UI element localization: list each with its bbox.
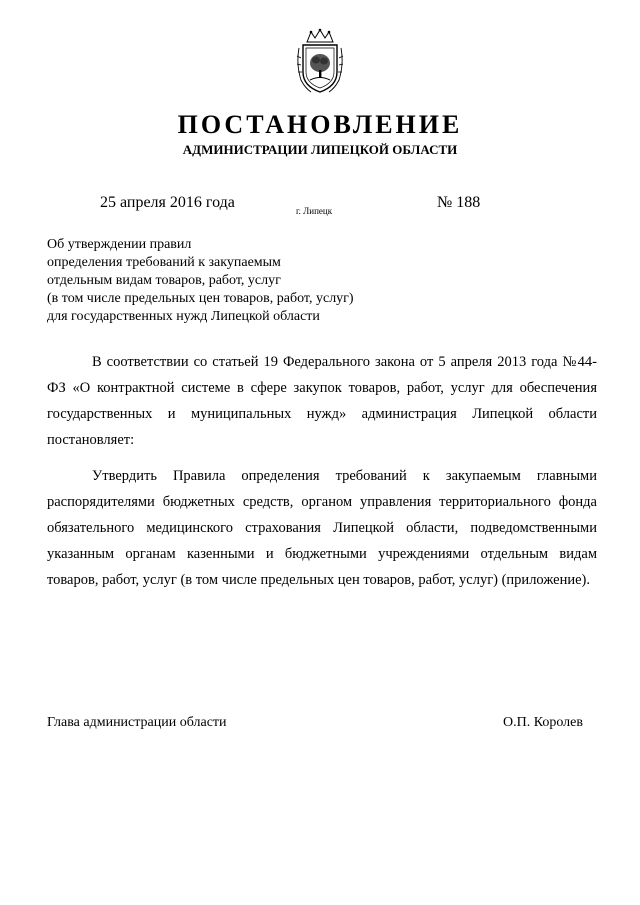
subject-line: определения требований к закупаемым — [47, 255, 281, 270]
subject-line: для государственных нужд Липецкой области — [47, 309, 320, 324]
subject-line: отдельным видам товаров, работ, услуг — [47, 273, 281, 288]
subject-line: (в том числе предельных цен товаров, работ, услуг) — [47, 291, 354, 306]
body-paragraph: Утвердить Правила определения требований к закупаемым главными распорядителями бюджетных средств, органом управления территориального фонда обязательного медицинского страхования Липецкой области, подведомственными указанным органам казенными и бюджетными учреждениями отдельным видам товаров, работ, услуг (в том числе предельных цен товаров, работ, услуг) (приложение). — [47, 468, 597, 588]
body-paragraph: В соответствии со статьей 19 Федерального закона от 5 апреля 2013 года №44-ФЗ «О контрактной системе в сфере закупок товаров, работ, услуг для обеспечения государственных и муниципальных нужд» администрация Липецкой области постановляет: — [47, 354, 597, 448]
document-city: г. Липецк — [296, 206, 333, 216]
signatory-name: О.П. Королев — [503, 715, 583, 730]
document-number: № 188 — [437, 194, 481, 211]
document-title: ПОСТАНОВЛЕНИЕ — [177, 110, 463, 139]
document-subtitle: АДМИНИСТРАЦИИ ЛИПЕЦКОЙ ОБЛАСТИ — [182, 142, 458, 157]
coat-of-arms-icon — [293, 28, 347, 96]
subject-line: Об утверждении правил — [47, 237, 192, 252]
document-date: 25 апреля 2016 года — [100, 194, 235, 211]
signatory-position: Глава администрации области — [47, 715, 227, 730]
document-subject — [47, 236, 354, 326]
